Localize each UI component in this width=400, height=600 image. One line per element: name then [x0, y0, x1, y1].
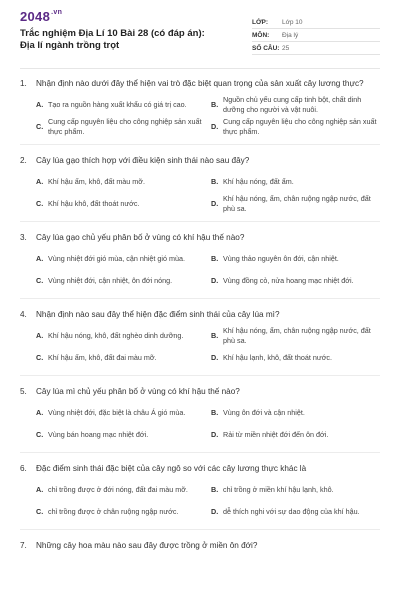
- question-6: [20, 463, 380, 530]
- question-5: [20, 386, 380, 453]
- option-letter: C.: [36, 199, 44, 208]
- option-text: Cung cấp nguyên liệu cho công nghiệp sản xuất thực phẩm.: [48, 117, 202, 136]
- question-divider: [20, 375, 380, 376]
- answer-options: [36, 248, 380, 292]
- question-number: 3.: [20, 233, 27, 242]
- option-letter: A.: [36, 408, 44, 417]
- meta-value: Địa lý: [282, 31, 299, 39]
- option-text: Khí hậu nóng, đất ẩm.: [223, 177, 294, 186]
- option-letter: D.: [211, 353, 219, 362]
- option-letter: A.: [36, 331, 44, 340]
- question-3: [20, 232, 380, 299]
- option-letter: A.: [36, 254, 44, 263]
- question-text: Nhận định nào dưới đây thể hiện vai trò đặc biệt quan trọng của sản xuất cây lương thực?: [36, 79, 364, 88]
- option-c[interactable]: [36, 193, 205, 215]
- option-letter: D.: [211, 199, 219, 208]
- option-text: Vùng nhiệt đới gió mùa, cận nhiệt gió mùa.: [48, 254, 185, 263]
- question-number: 7.: [20, 541, 27, 550]
- option-text: Khí hậu ấm, khô, đất đai màu mỡ.: [48, 353, 157, 362]
- option-letter: A.: [36, 485, 44, 494]
- question-number: 4.: [20, 310, 27, 319]
- header-divider: [20, 68, 380, 69]
- option-text: Vùng thảo nguyên ôn đới, cận nhiệt.: [223, 254, 339, 263]
- question-divider: [20, 529, 380, 530]
- option-letter: A.: [36, 177, 44, 186]
- question-title: [20, 309, 380, 321]
- question-2: [20, 155, 380, 222]
- question-text: Đặc điểm sinh thái đặc biệt của cây ngô so với các cây lương thực khác là: [36, 464, 307, 473]
- option-text: Tạo ra nguồn hàng xuất khẩu có giá trị cao.: [48, 100, 187, 109]
- option-text: Rải từ miền nhiệt đới đến ôn đới.: [223, 430, 329, 439]
- option-text: Khí hậu lạnh, khô, đất thoát nước.: [223, 353, 333, 362]
- option-letter: D.: [211, 122, 219, 131]
- meta-row-class: [252, 16, 380, 29]
- logo-suffix: .vn: [51, 9, 63, 16]
- page-title: Trắc nghiệm Địa Lí 10 Bài 28 (có đáp án): Địa lí ngành trồng trọt: [20, 28, 205, 51]
- answer-options: [36, 325, 380, 369]
- question-text: Những cây hoa màu nào sau đây được trồng ở miền ôn đới?: [36, 541, 258, 550]
- meta-key: LỚP:: [252, 18, 269, 26]
- question-title: [20, 386, 380, 398]
- answer-options: [36, 171, 380, 215]
- option-letter: B.: [211, 331, 219, 340]
- option-b[interactable]: [211, 171, 380, 193]
- question-number: 6.: [20, 464, 27, 473]
- meta-key: MÔN:: [252, 31, 270, 39]
- option-c[interactable]: [36, 116, 205, 138]
- option-letter: B.: [211, 177, 219, 186]
- option-b[interactable]: [211, 402, 380, 424]
- option-letter: C.: [36, 353, 44, 362]
- question-divider: [20, 144, 380, 145]
- option-text: Khí hậu nóng, ẩm, chân ruộng ngập nước, đất phù sa.: [223, 194, 371, 213]
- option-text: Cung cấp nguyên liệu cho công nghiệp sản xuất thực phẩm.: [223, 117, 377, 136]
- option-letter: C.: [36, 276, 44, 285]
- option-text: Vùng nhiệt đới, đặc biệt là châu Á gió mùa.: [48, 408, 186, 417]
- option-text: Khí hậu khô, đất thoát nước.: [48, 199, 140, 208]
- option-c[interactable]: [36, 501, 205, 523]
- option-text: Vùng bán hoang mạc nhiệt đới.: [48, 430, 149, 439]
- question-divider: [20, 298, 380, 299]
- answer-options: [36, 479, 380, 523]
- question-text: Nhận định nào sau đây thể hiện đặc điểm sinh thái của cây lúa mì?: [36, 310, 280, 319]
- question-divider: [20, 221, 380, 222]
- answer-options: [36, 402, 380, 446]
- question-7: [20, 540, 380, 552]
- option-text: dễ thích nghi với sự dao động của khí hậu.: [223, 507, 360, 516]
- option-letter: C.: [36, 507, 44, 516]
- option-b[interactable]: [211, 325, 380, 347]
- meta-row-subject: [252, 29, 380, 42]
- question-text: Cây lúa gạo thích hợp với điều kiện sinh thái nào sau đây?: [36, 156, 250, 165]
- question-title: [20, 78, 380, 90]
- option-letter: B.: [211, 485, 219, 494]
- meta-value: 25: [282, 44, 290, 52]
- question-title: [20, 232, 380, 244]
- site-logo[interactable]: [20, 9, 62, 24]
- meta-key: SỐ CÂU:: [252, 44, 280, 52]
- option-a[interactable]: [36, 94, 205, 116]
- option-b[interactable]: [211, 479, 380, 501]
- option-b[interactable]: [211, 248, 380, 270]
- option-d[interactable]: [211, 270, 380, 292]
- question-number: 2.: [20, 156, 27, 165]
- meta-value: Lớp 10: [282, 18, 303, 26]
- option-letter: B.: [211, 408, 219, 417]
- question-number: 1.: [20, 79, 27, 88]
- question-title: [20, 155, 380, 167]
- option-c[interactable]: [36, 347, 205, 369]
- question-text: Cây lúa gạo chủ yếu phân bố ở vùng có khí hậu thế nào?: [36, 233, 245, 242]
- option-letter: D.: [211, 430, 219, 439]
- option-d[interactable]: [211, 347, 380, 369]
- question-text: Cây lúa mì chủ yếu phân bố ở vùng có khí hậu thế nào?: [36, 387, 240, 396]
- option-letter: B.: [211, 254, 219, 263]
- answer-options: [36, 94, 380, 138]
- option-letter: B.: [211, 100, 219, 109]
- meta-table: [252, 16, 380, 55]
- header: [0, 0, 400, 64]
- question-title: [20, 540, 380, 552]
- meta-row-count: [252, 42, 380, 55]
- option-c[interactable]: [36, 424, 205, 446]
- question-divider: [20, 452, 380, 453]
- option-text: chỉ trồng ở miền khí hậu lạnh, khô.: [223, 485, 334, 494]
- option-letter: D.: [211, 507, 219, 516]
- option-d[interactable]: [211, 193, 380, 215]
- logo-main: 2048: [20, 9, 51, 24]
- option-letter: C.: [36, 430, 44, 439]
- option-text: chỉ trồng được ở chân ruộng ngập nước.: [48, 507, 179, 516]
- option-b[interactable]: [211, 94, 380, 116]
- option-d[interactable]: [211, 424, 380, 446]
- question-1: [20, 78, 380, 145]
- option-letter: C.: [36, 122, 44, 131]
- option-letter: A.: [36, 100, 44, 109]
- option-text: Nguồn chủ yếu cung cấp tinh bột, chất dinh dưỡng cho người và vật nuôi.: [223, 95, 362, 114]
- question-list: [20, 78, 380, 562]
- option-a[interactable]: [36, 325, 205, 347]
- option-a[interactable]: [36, 248, 205, 270]
- option-d[interactable]: [211, 501, 380, 523]
- option-a[interactable]: [36, 402, 205, 424]
- option-text: Khí hậu nóng, khô, đất nghèo dinh dưỡng.: [48, 331, 184, 340]
- option-c[interactable]: [36, 270, 205, 292]
- option-text: chỉ trồng được ở đới nóng, đất đai màu mỡ.: [48, 485, 188, 494]
- option-d[interactable]: [211, 116, 380, 138]
- question-number: 5.: [20, 387, 27, 396]
- question-title: [20, 463, 380, 475]
- option-text: Khí hậu nóng, ẩm, chân ruộng ngập nước, đất phù sa.: [223, 326, 371, 345]
- option-a[interactable]: [36, 479, 205, 501]
- option-text: Vùng đồng cỏ, nửa hoang mạc nhiệt đới.: [223, 276, 354, 285]
- option-text: Khí hậu ấm, khô, đất màu mỡ.: [48, 177, 145, 186]
- option-letter: D.: [211, 276, 219, 285]
- option-text: Vùng ôn đới và cận nhiệt.: [223, 408, 305, 417]
- option-a[interactable]: [36, 171, 205, 193]
- question-4: [20, 309, 380, 376]
- option-text: Vùng nhiệt đới, cận nhiệt, ôn đới nóng.: [48, 276, 173, 285]
